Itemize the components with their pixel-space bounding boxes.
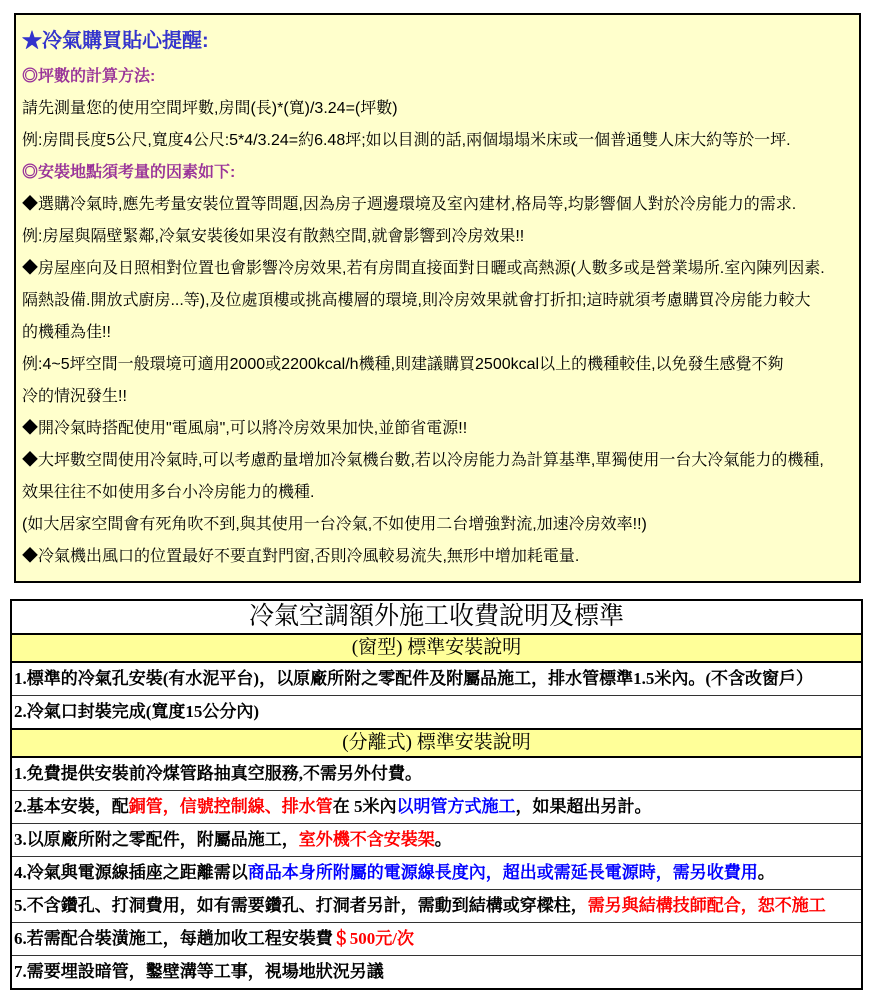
fee-row — [12, 856, 861, 889]
tip-line: 請先測量您的使用空間坪數,房間(長)*(寬)/3.24=(坪數) — [22, 100, 398, 117]
tip-line: ◆冷氣機出風口的位置最好不要直對門窗,否則冷風較易流失,無形中增加耗電量. — [22, 548, 580, 565]
tip-line: 隔熱設備.開放式廚房...等),及位處頂樓或挑高樓層的環境,則冷房效果就會打折扣;這時就須考慮購買冷房能力較大 — [22, 292, 811, 309]
fee-row-segment: 商品本身所附屬的電源線長度內，超出或需延長電源時，需另收費用 — [247, 863, 758, 882]
fee-row-segment: 1.標準的冷氣孔安裝(有水泥平台)，以原廠所附之零配件及附屬品施工，排水管標準1.5米內。(不含改窗戶） — [14, 669, 813, 688]
tip-line: ◎坪數的計算方法: — [22, 68, 156, 85]
tip-line: ◆大坪數空間使用冷氣時,可以考慮酌量增加冷氣機台數,若以冷房能力為計算基準,單獨使用一台大冷氣能力的機種, — [22, 452, 824, 469]
tips-lines — [22, 61, 857, 573]
fee-table-body — [12, 633, 861, 988]
fee-section-header: (分離式) 標準安裝說明 — [12, 728, 861, 758]
fee-row — [12, 790, 861, 823]
fee-section-header: (窗型) 標準安裝說明 — [12, 633, 861, 663]
tip-line: ◆開冷氣時搭配使用"電風扇",可以將冷房效果加快,並節省電源!! — [22, 420, 468, 437]
tip-line: (如大居家空間會有死角吹不到,與其使用一台冷氣,不如使用二台增強對流,加速冷房效率!!) — [22, 516, 647, 533]
tip-line: 效果往往不如使用多台小冷房能力的機種. — [22, 484, 315, 501]
fee-row-segment: ＄500元/次 — [332, 929, 414, 948]
fee-row — [12, 663, 861, 695]
fee-row-segment: 1.免費提供安裝前冷煤管路抽真空服務,不需另外付費。 — [14, 764, 422, 783]
fee-table-title: 冷氣空調額外施工收費說明及標準 — [248, 603, 624, 630]
fee-row-segment: 。 — [434, 830, 452, 849]
fee-row — [12, 695, 861, 728]
tip-line: ◆房屋座向及日照相對位置也會影響冷房效果,若有房間直接面對日曬或高熱源(人數多或是營業場所.室內陳列因素. — [22, 260, 825, 277]
fee-row-segment: ，如果超出另計。 — [515, 797, 652, 816]
tip-line: 冷的情況發生!! — [22, 388, 127, 405]
tip-line: 例:4~5坪空間一般環境可適用2000或2200kcal/h機種,則建議購買2500kcal以上的機種較佳,以免發生感覺不夠 — [22, 356, 784, 373]
fee-row-segment: 5.不含鑽孔、打洞費用，如有需要鑽孔、打洞者另計，需動到結構或穿樑柱， — [14, 896, 588, 915]
fee-row-segment: 3.以原廠所附之零配件，附屬品施工， — [14, 830, 299, 849]
fee-row-segment: 4.冷氣與電源線插座之距離需以 — [14, 863, 248, 882]
tip-line: ◆選購冷氣時,應先考量安裝位置等問題,因為房子週邊環境及室內建材,格局等,均影響個人對於冷房能力的需求. — [22, 196, 797, 213]
tip-line: 例:房間長度5公尺,寬度4公尺:5*4/3.24=約6.48坪;如以目測的話,兩個塌塌米床或一個普通雙人床大約等於一坪. — [22, 132, 791, 149]
tips-box — [14, 13, 861, 583]
tip-line: ◎安裝地點須考量的因素如下: — [22, 164, 236, 181]
fee-row-segment: 2.冷氣口封裝完成(寬度15公分內) — [14, 702, 260, 721]
fee-row-segment: 。 — [757, 863, 775, 882]
fee-row-segment: 以明管方式施工 — [396, 797, 516, 816]
fee-row-segment: 銅管，信號控制線、排水管 — [128, 797, 333, 816]
fee-row-segment: 6.若需配合裝潢施工，每趟加收工程安裝費 — [14, 929, 333, 948]
fee-table — [10, 599, 863, 990]
fee-row — [12, 758, 861, 790]
fee-row-segment: 需另與結構技師配合，恕不施工 — [587, 896, 826, 915]
fee-row — [12, 889, 861, 922]
fee-row — [12, 922, 861, 955]
fee-row-segment: 在 5米內 — [332, 797, 397, 816]
tips-box-title: ★冷氣購買貼心提醒: — [22, 30, 209, 52]
fee-row — [12, 823, 861, 856]
fee-row-segment: 7.需要埋設暗管，鑿壁溝等工事，視場地狀況另議 — [14, 962, 384, 981]
tip-line: 例:房屋與隔壁緊鄰,冷氣安裝後如果沒有散熱空間,就會影響到冷房效果!! — [22, 228, 525, 245]
fee-row-segment: 2.基本安裝，配 — [14, 797, 129, 816]
fee-row — [12, 955, 861, 988]
tip-line: 的機種為佳!! — [22, 324, 111, 341]
fee-row-segment: 室外機不含安裝架 — [298, 830, 435, 849]
